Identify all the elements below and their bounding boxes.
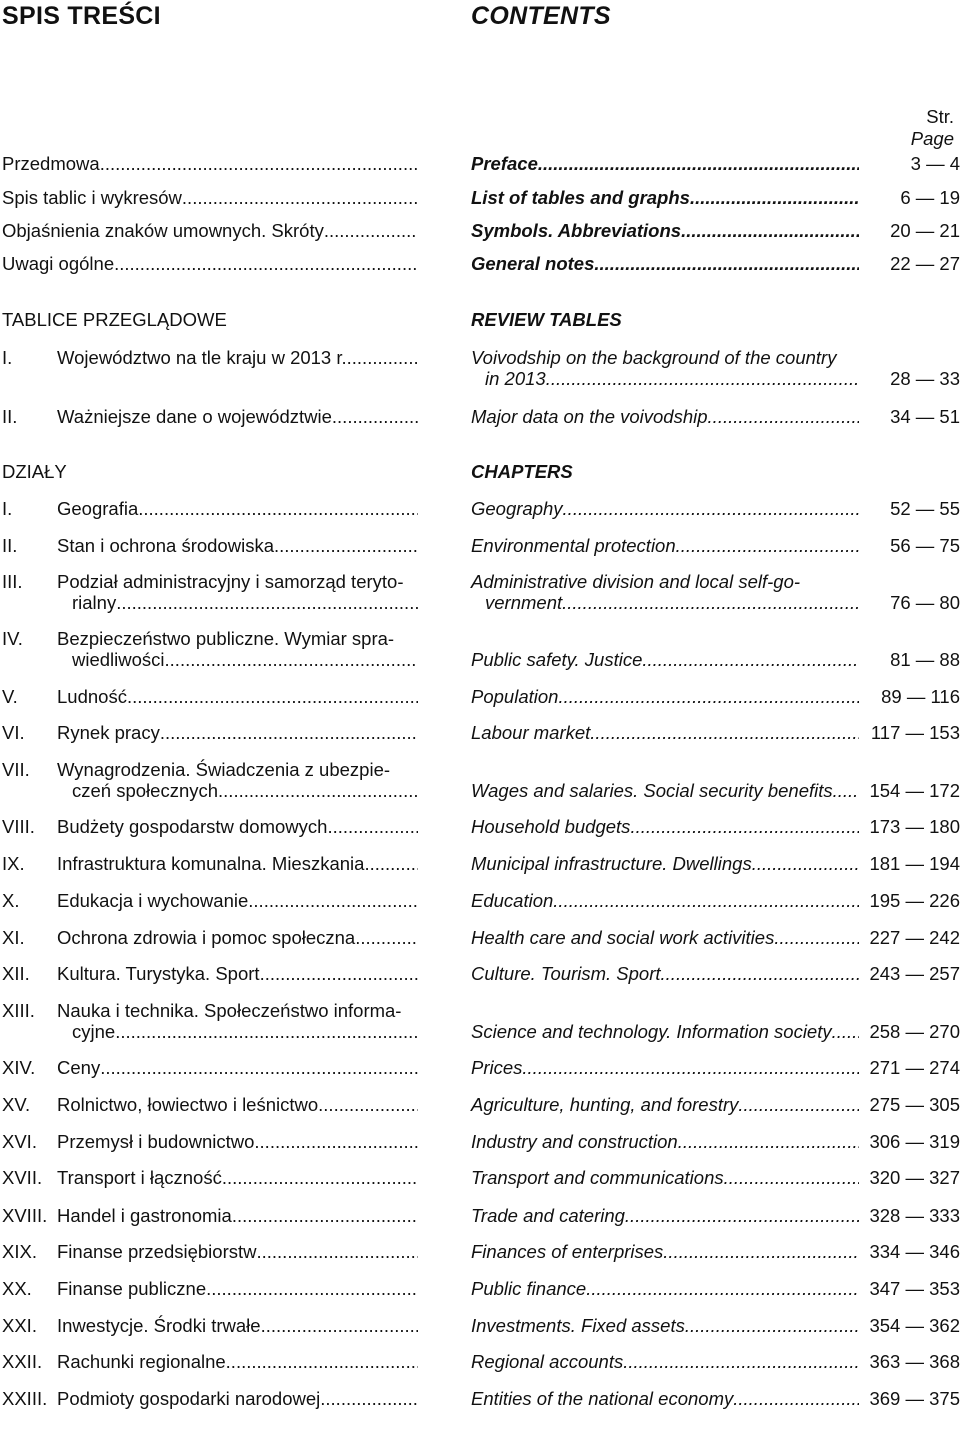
dot-leader xyxy=(274,535,418,556)
dot-leader xyxy=(642,649,859,670)
toc-line xyxy=(2,1131,418,1152)
page-range: 3 — 4 xyxy=(910,153,960,174)
entry-english xyxy=(471,406,859,450)
page-range: 227 — 242 xyxy=(869,927,960,948)
entry-number: III. xyxy=(2,571,23,592)
toc-line xyxy=(2,571,418,592)
entry-text: Geography xyxy=(471,498,563,519)
toc-line xyxy=(471,1351,859,1372)
page-range: 181 — 194 xyxy=(869,853,960,874)
entry-text: Finanse publiczne xyxy=(57,1278,207,1299)
dot-leader xyxy=(116,592,418,613)
toc-line xyxy=(471,1057,859,1078)
entry-number: II. xyxy=(2,406,18,427)
dot-leader xyxy=(594,253,859,274)
entry-text: Spis tablic i wykresów xyxy=(2,187,182,208)
toc-line xyxy=(2,1000,418,1021)
toc-line xyxy=(2,187,418,208)
entry-text: Podział administracyjny i samorząd teryto- xyxy=(57,571,404,592)
entry-number: XVIII. xyxy=(2,1205,48,1226)
dot-leader xyxy=(256,1241,418,1262)
page-range: 369 — 375 xyxy=(869,1388,960,1409)
entry-text: Bezpieczeństwo publiczne. Wymiar spra- xyxy=(57,628,395,649)
entry-text: Kultura. Turystyka. Sport xyxy=(57,963,260,984)
toc-line xyxy=(2,498,418,519)
dot-leader xyxy=(538,153,859,174)
entry-text: Industry and construction xyxy=(471,1131,678,1152)
entry-text: Stan i ochrona środowiska xyxy=(57,535,274,556)
entry-text: Nauka i technika. Społeczeństwo informa- xyxy=(57,1000,402,1021)
toc-line xyxy=(2,927,418,948)
toc-line xyxy=(471,722,859,743)
dot-leader xyxy=(774,927,859,948)
toc-line xyxy=(471,890,859,911)
entry-polish xyxy=(2,1000,418,1044)
entry-text: vernment xyxy=(485,592,563,613)
page-range: 334 — 346 xyxy=(869,1241,960,1262)
review-heading-pl: TABLICE PRZEGLĄDOWE xyxy=(2,309,227,330)
entry-text: wiedliwości xyxy=(72,649,165,670)
dot-leader xyxy=(522,1057,859,1078)
entry-text: Culture. Tourism. Sport xyxy=(471,963,661,984)
entry-text: Edukacja i wychowanie xyxy=(57,890,249,911)
entry-text: Investments. Fixed assets xyxy=(471,1315,685,1336)
dot-leader xyxy=(690,187,859,208)
entry-text: Ludność xyxy=(57,686,127,707)
entry-text: Rolnictwo, łowiectwo i leśnictwo xyxy=(57,1094,319,1115)
toc-line xyxy=(471,153,859,174)
dot-leader xyxy=(625,1205,859,1226)
dot-leader xyxy=(738,1094,859,1115)
dot-leader xyxy=(586,1278,859,1299)
entry-text: Entities of the national economy xyxy=(471,1388,734,1409)
entry-number: IX. xyxy=(2,853,25,874)
dot-leader xyxy=(218,780,418,801)
toc-line xyxy=(471,816,859,837)
toc-line xyxy=(2,628,418,649)
page-range: 117 — 153 xyxy=(870,722,960,743)
page-range: 271 — 274 xyxy=(869,1057,960,1078)
toc-line xyxy=(2,1167,418,1188)
page-range: 28 — 33 xyxy=(890,368,960,389)
entry-number: XX. xyxy=(2,1278,32,1299)
dot-leader xyxy=(165,649,418,670)
entry-text: Podmioty gospodarki narodowej xyxy=(57,1388,321,1409)
entry-text: rialny xyxy=(72,592,117,613)
toc-line xyxy=(471,649,859,670)
toc-line xyxy=(471,780,859,801)
entry-text: Infrastruktura komunalna. Mieszkania xyxy=(57,853,365,874)
dot-leader xyxy=(100,1057,418,1078)
dot-leader xyxy=(553,890,859,911)
entry-english xyxy=(471,571,859,615)
dot-leader xyxy=(832,1021,859,1042)
dot-leader xyxy=(623,1351,859,1372)
toc-line xyxy=(2,816,418,837)
entry-number: XVII. xyxy=(2,1167,43,1188)
dot-leader xyxy=(100,153,418,174)
toc-line xyxy=(2,963,418,984)
dot-leader xyxy=(114,253,418,274)
entry-text: Administrative division and local self-go- xyxy=(471,571,801,592)
entry-text: Transport and communications xyxy=(471,1167,724,1188)
page-range: 328 — 333 xyxy=(869,1205,960,1226)
page-range: 243 — 257 xyxy=(869,963,960,984)
entry-english xyxy=(471,628,859,672)
entry-number: XIII. xyxy=(2,1000,35,1021)
entry-number: XIX. xyxy=(2,1241,37,1262)
entry-number: XXII. xyxy=(2,1351,43,1372)
page-range: 52 — 55 xyxy=(890,498,960,519)
chapters-heading-en: CHAPTERS xyxy=(471,461,573,482)
entry-text: Public safety. Justice xyxy=(471,649,643,670)
entry-text: Agriculture, hunting, and forestry xyxy=(471,1094,739,1115)
entry-number: IV. xyxy=(2,628,23,649)
toc-line xyxy=(471,220,859,241)
title-english: CONTENTS xyxy=(471,2,611,30)
entry-number: XXIII. xyxy=(2,1388,48,1409)
entry-number: XIV. xyxy=(2,1057,36,1078)
entry-text: Wages and salaries. Social security benefits xyxy=(471,780,833,801)
toc-line xyxy=(2,890,418,911)
page-range: 320 — 327 xyxy=(869,1167,960,1188)
entry-text: List of tables and graphs xyxy=(471,187,690,208)
dot-leader xyxy=(261,1315,418,1336)
dot-leader xyxy=(138,498,418,519)
page-header-pl: Str. xyxy=(926,106,954,127)
review-heading-en: REVIEW TABLES xyxy=(471,309,622,330)
entry-text: Regional accounts xyxy=(471,1351,624,1372)
entry-text: Ceny xyxy=(57,1057,101,1078)
entry-number: XV. xyxy=(2,1094,31,1115)
dot-leader xyxy=(324,220,418,241)
page-range: 347 — 353 xyxy=(869,1278,960,1299)
dot-leader xyxy=(115,1021,418,1042)
toc-line xyxy=(2,592,418,613)
entry-number: VIII. xyxy=(2,816,35,837)
entry-number: VII. xyxy=(2,759,30,780)
toc-line xyxy=(471,592,859,613)
toc-line xyxy=(471,1315,859,1336)
toc-line xyxy=(471,1241,859,1262)
toc-line xyxy=(2,253,418,274)
toc-line xyxy=(471,535,859,556)
entry-polish xyxy=(2,406,418,450)
entry-english xyxy=(471,759,859,803)
entry-text: Inwestycje. Środki trwałe xyxy=(57,1315,261,1336)
entry-text: Rachunki regionalne xyxy=(57,1351,226,1372)
entry-text: Objaśnienia znaków umownych. Skróty xyxy=(2,220,324,241)
page-range: 56 — 75 xyxy=(890,535,960,556)
toc-line xyxy=(471,368,859,389)
entry-number: XII. xyxy=(2,963,30,984)
entry-polish xyxy=(2,628,418,672)
entry-text: Ważniejsze dane o województwie xyxy=(57,406,332,427)
page-header-en: Page xyxy=(910,128,954,149)
toc-line xyxy=(2,1241,418,1262)
dot-leader xyxy=(206,1278,418,1299)
entry-number: V. xyxy=(2,686,18,707)
toc-line xyxy=(471,927,859,948)
page-range: 154 — 172 xyxy=(869,780,960,801)
toc-line xyxy=(2,535,418,556)
toc-line xyxy=(471,498,859,519)
dot-leader xyxy=(708,406,859,427)
toc-line xyxy=(2,649,418,670)
entry-number: XI. xyxy=(2,927,25,948)
page-range: 173 — 180 xyxy=(869,816,960,837)
entry-text: Transport i łączność xyxy=(57,1167,222,1188)
dot-leader xyxy=(590,722,859,743)
entry-number: XXI. xyxy=(2,1315,37,1336)
dot-leader xyxy=(332,406,418,427)
dot-leader xyxy=(347,347,418,368)
toc-line xyxy=(471,347,859,368)
dot-leader xyxy=(226,1351,418,1372)
toc-line xyxy=(471,1131,859,1152)
entry-text: Major data on the voivodship xyxy=(471,406,708,427)
dot-leader xyxy=(546,368,859,389)
toc-line xyxy=(471,187,859,208)
toc-line xyxy=(2,1278,418,1299)
dot-leader xyxy=(661,963,859,984)
entry-text: Labour market xyxy=(471,722,591,743)
toc-line xyxy=(471,1094,859,1115)
toc-line xyxy=(471,1021,859,1042)
page-range: 306 — 319 xyxy=(869,1131,960,1152)
page-range: 20 — 21 xyxy=(890,220,960,241)
toc-line xyxy=(2,1388,418,1409)
toc-line xyxy=(471,686,859,707)
dot-leader xyxy=(248,890,418,911)
entry-text: Geografia xyxy=(57,498,139,519)
entry-text: cyjne xyxy=(72,1021,116,1042)
dot-leader xyxy=(254,1131,418,1152)
page-column-header xyxy=(911,106,954,150)
entry-text: Population xyxy=(471,686,559,707)
entry-number: I. xyxy=(2,347,13,368)
entry-polish xyxy=(2,347,418,391)
entry-english xyxy=(471,253,859,297)
toc-line xyxy=(2,853,418,874)
dot-leader xyxy=(678,1131,859,1152)
dot-leader xyxy=(127,686,418,707)
toc-line xyxy=(471,853,859,874)
dot-leader xyxy=(685,1315,859,1336)
dot-leader xyxy=(364,853,418,874)
entry-text: Finanse przedsiębiorstw xyxy=(57,1241,257,1262)
dot-leader xyxy=(160,722,418,743)
page-range: 34 — 51 xyxy=(890,406,960,427)
toc-line xyxy=(471,1167,859,1188)
toc-line xyxy=(471,1278,859,1299)
entry-text: czeń społecznych xyxy=(72,780,219,801)
entry-text: Health care and social work activities xyxy=(471,927,775,948)
page-range: 258 — 270 xyxy=(869,1021,960,1042)
entry-text: in 2013 xyxy=(485,368,546,389)
entry-text: Rynek pracy xyxy=(57,722,160,743)
entry-text: Municipal infrastructure. Dwellings xyxy=(471,853,752,874)
toc-line xyxy=(471,406,859,427)
entry-text: General notes xyxy=(471,253,595,274)
dot-leader xyxy=(232,1205,418,1226)
toc-line xyxy=(2,1205,418,1226)
entry-text: Trade and catering xyxy=(471,1205,625,1226)
chapters-heading-pl: DZIAŁY xyxy=(2,461,67,482)
page-range: 81 — 88 xyxy=(890,649,960,670)
dot-leader xyxy=(752,853,859,874)
toc-line xyxy=(2,220,418,241)
toc-line xyxy=(471,1205,859,1226)
entry-text: Przedmowa xyxy=(2,153,100,174)
title-polish: SPIS TREŚCI xyxy=(2,2,161,30)
toc-line xyxy=(2,406,418,427)
toc-line xyxy=(471,571,859,592)
entry-text: Województwo na tle kraju w 2013 r. xyxy=(57,347,347,368)
dot-leader xyxy=(630,816,859,837)
dot-leader xyxy=(182,187,418,208)
toc-line xyxy=(2,759,418,780)
page-range: 6 — 19 xyxy=(900,187,960,208)
entry-polish xyxy=(2,1388,418,1432)
entry-number: XVI. xyxy=(2,1131,37,1152)
dot-leader xyxy=(676,535,859,556)
dot-leader xyxy=(733,1388,859,1409)
entry-number: I. xyxy=(2,498,13,519)
page-range: 76 — 80 xyxy=(890,592,960,613)
dot-leader xyxy=(260,963,418,984)
entry-english xyxy=(471,1000,859,1044)
dot-leader xyxy=(318,1094,418,1115)
entry-number: X. xyxy=(2,890,20,911)
dot-leader xyxy=(562,592,859,613)
entry-text: Science and technology. Information society xyxy=(471,1021,832,1042)
toc-line xyxy=(2,1315,418,1336)
entry-text: Handel i gastronomia xyxy=(57,1205,232,1226)
entry-text: Public finance xyxy=(471,1278,587,1299)
dot-leader xyxy=(563,498,859,519)
entry-text: Household budgets xyxy=(471,816,631,837)
dot-leader xyxy=(663,1241,859,1262)
entry-polish xyxy=(2,253,418,297)
entry-text: Symbols. Abbreviations xyxy=(471,220,682,241)
toc-line xyxy=(471,253,859,274)
entry-number: VI. xyxy=(2,722,25,743)
toc-line xyxy=(2,722,418,743)
page-range: 89 — 116 xyxy=(881,686,960,707)
dot-leader xyxy=(320,1388,418,1409)
entry-text: Education xyxy=(471,890,554,911)
entry-text: Ochrona zdrowia i pomoc społeczna xyxy=(57,927,356,948)
entry-text: Uwagi ogólne xyxy=(2,253,115,274)
toc-line xyxy=(471,1388,859,1409)
dot-leader xyxy=(327,816,418,837)
dot-leader xyxy=(681,220,859,241)
entry-number: II. xyxy=(2,535,18,556)
page-range: 22 — 27 xyxy=(890,253,960,274)
toc-line xyxy=(2,1094,418,1115)
page-range: 363 — 368 xyxy=(869,1351,960,1372)
page-range: 195 — 226 xyxy=(869,890,960,911)
entry-text: Voivodship on the background of the country xyxy=(471,347,837,368)
dot-leader xyxy=(222,1167,418,1188)
entry-text: Budżety gospodarstw domowych xyxy=(57,816,328,837)
page-range: 354 — 362 xyxy=(869,1315,960,1336)
entry-text: Przemysł i budownictwo xyxy=(57,1131,255,1152)
entry-text: Prices xyxy=(471,1057,523,1078)
page-range: 275 — 305 xyxy=(869,1094,960,1115)
toc-line xyxy=(2,686,418,707)
dot-leader xyxy=(724,1167,859,1188)
entry-polish xyxy=(2,571,418,615)
dot-leader xyxy=(833,780,859,801)
toc-line xyxy=(2,1021,418,1042)
toc-line xyxy=(2,780,418,801)
entry-text: Wynagrodzenia. Świadczenia z ubezpie- xyxy=(57,759,391,780)
entry-english xyxy=(471,347,859,391)
toc-line xyxy=(471,963,859,984)
entry-text: Environmental protection xyxy=(471,535,676,556)
entry-text: Preface xyxy=(471,153,538,174)
dot-leader xyxy=(558,686,859,707)
dot-leader xyxy=(355,927,418,948)
toc-line xyxy=(2,1057,418,1078)
entry-english xyxy=(471,1388,859,1432)
toc-line xyxy=(2,153,418,174)
entry-text: Finances of enterprises xyxy=(471,1241,664,1262)
toc-line xyxy=(2,347,418,368)
toc-line xyxy=(2,1351,418,1372)
entry-polish xyxy=(2,759,418,803)
